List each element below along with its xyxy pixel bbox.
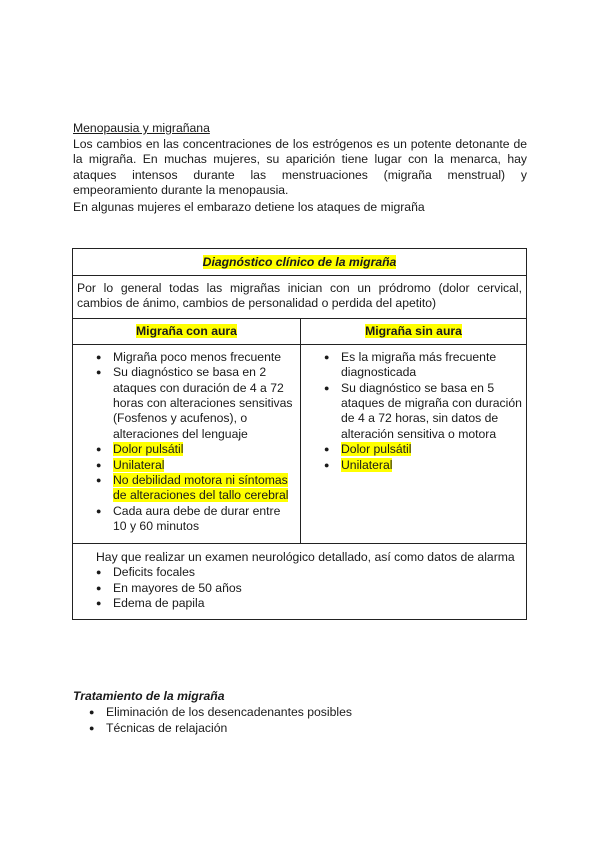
list-item (89, 705, 352, 721)
col-header-without-aura (301, 318, 527, 344)
with-aura-list (96, 350, 296, 535)
list-item-text: Es la migraña más frecuente diagnosticada (341, 349, 497, 380)
treatment-heading: Tratamiento de la migraña (73, 689, 225, 703)
table-footer-cell (73, 543, 527, 620)
list-item (89, 721, 352, 737)
without-aura-list (324, 350, 522, 473)
list-item (96, 596, 522, 611)
list-item-text: Edema de papila (113, 595, 205, 610)
list-item (324, 458, 522, 473)
list-item (96, 581, 522, 596)
table-caption: Diagnóstico clínico de la migraña (202, 255, 397, 269)
list-item (324, 381, 522, 443)
list-item-text: Deficits focales (113, 565, 195, 580)
list-item-text: de alteraciones del tallo cerebral (113, 488, 289, 503)
col-header-with-aura (73, 318, 301, 344)
list-item (96, 565, 522, 580)
list-item-text: Su diagnóstico se basa en 2 ataques con duración de 4 a 72 horas con alteraciones sensitivas (Fosfenos y acufenos), o alteraciones del lenguaje (113, 365, 293, 441)
list-item-text: En mayores de 50 años (113, 580, 242, 595)
col-header-with-aura-label: Migraña con aura (136, 323, 237, 338)
list-item-text: Técnicas de relajación (106, 720, 228, 735)
without-aura-cell (301, 344, 527, 543)
list-item-text: Dolor pulsátil (113, 442, 184, 457)
footer-text: Hay que realizar un examen neurológico detallado, así como datos de alarma (96, 549, 515, 564)
list-item (324, 350, 522, 381)
list-item-text: Unilateral (113, 457, 165, 472)
list-item-text: Su diagnóstico se basa en 5 ataques de migraña con duración de 4 a 72 horas, sin datos de alteración sensitiva o motora (341, 380, 522, 441)
list-item (96, 350, 296, 365)
section-heading: Menopausia y migrañana (73, 121, 210, 135)
list-item (96, 458, 296, 473)
treatment-list (89, 705, 352, 737)
table-caption-cell (73, 249, 527, 276)
list-item-text: Migraña poco menos frecuente (113, 349, 282, 364)
warning-signs-list (96, 565, 522, 611)
list-item-text: Cada aura debe de durar entre 10 y 60 minutos (113, 503, 281, 534)
diagnosis-table (72, 248, 527, 620)
with-aura-cell (73, 344, 301, 543)
col-header-without-aura-label: Migraña sin aura (365, 323, 462, 338)
list-item-text: Unilateral (341, 457, 393, 472)
list-item (96, 473, 296, 504)
table-intro: Por lo general todas las migrañas inician con un pródromo (dolor cervical, cambios de ánimo, cambios de personalidad o perdida del apetito) (73, 276, 527, 319)
list-item (96, 365, 296, 442)
list-item-text: Dolor pulsátil (341, 442, 412, 457)
list-item (96, 442, 296, 457)
list-item (96, 504, 296, 535)
list-item-text: Eliminación de los desencadenantes posibles (106, 705, 352, 719)
paragraph-pregnancy: En algunas mujeres el embarazo detiene los ataques de migraña (73, 200, 425, 214)
list-item-text: No debilidad motora ni síntomas (113, 473, 288, 488)
paragraph-estrogens: Los cambios en las concentraciones de los estrógenos es un potente detonante de la migraña. En muchas mujeres, su aparición tiene lugar con la menarca, hay ataques intensos durante las menstruaciones (migraña menstrual) y empeoramiento durante la menopausia. (73, 137, 527, 198)
list-item (324, 442, 522, 457)
